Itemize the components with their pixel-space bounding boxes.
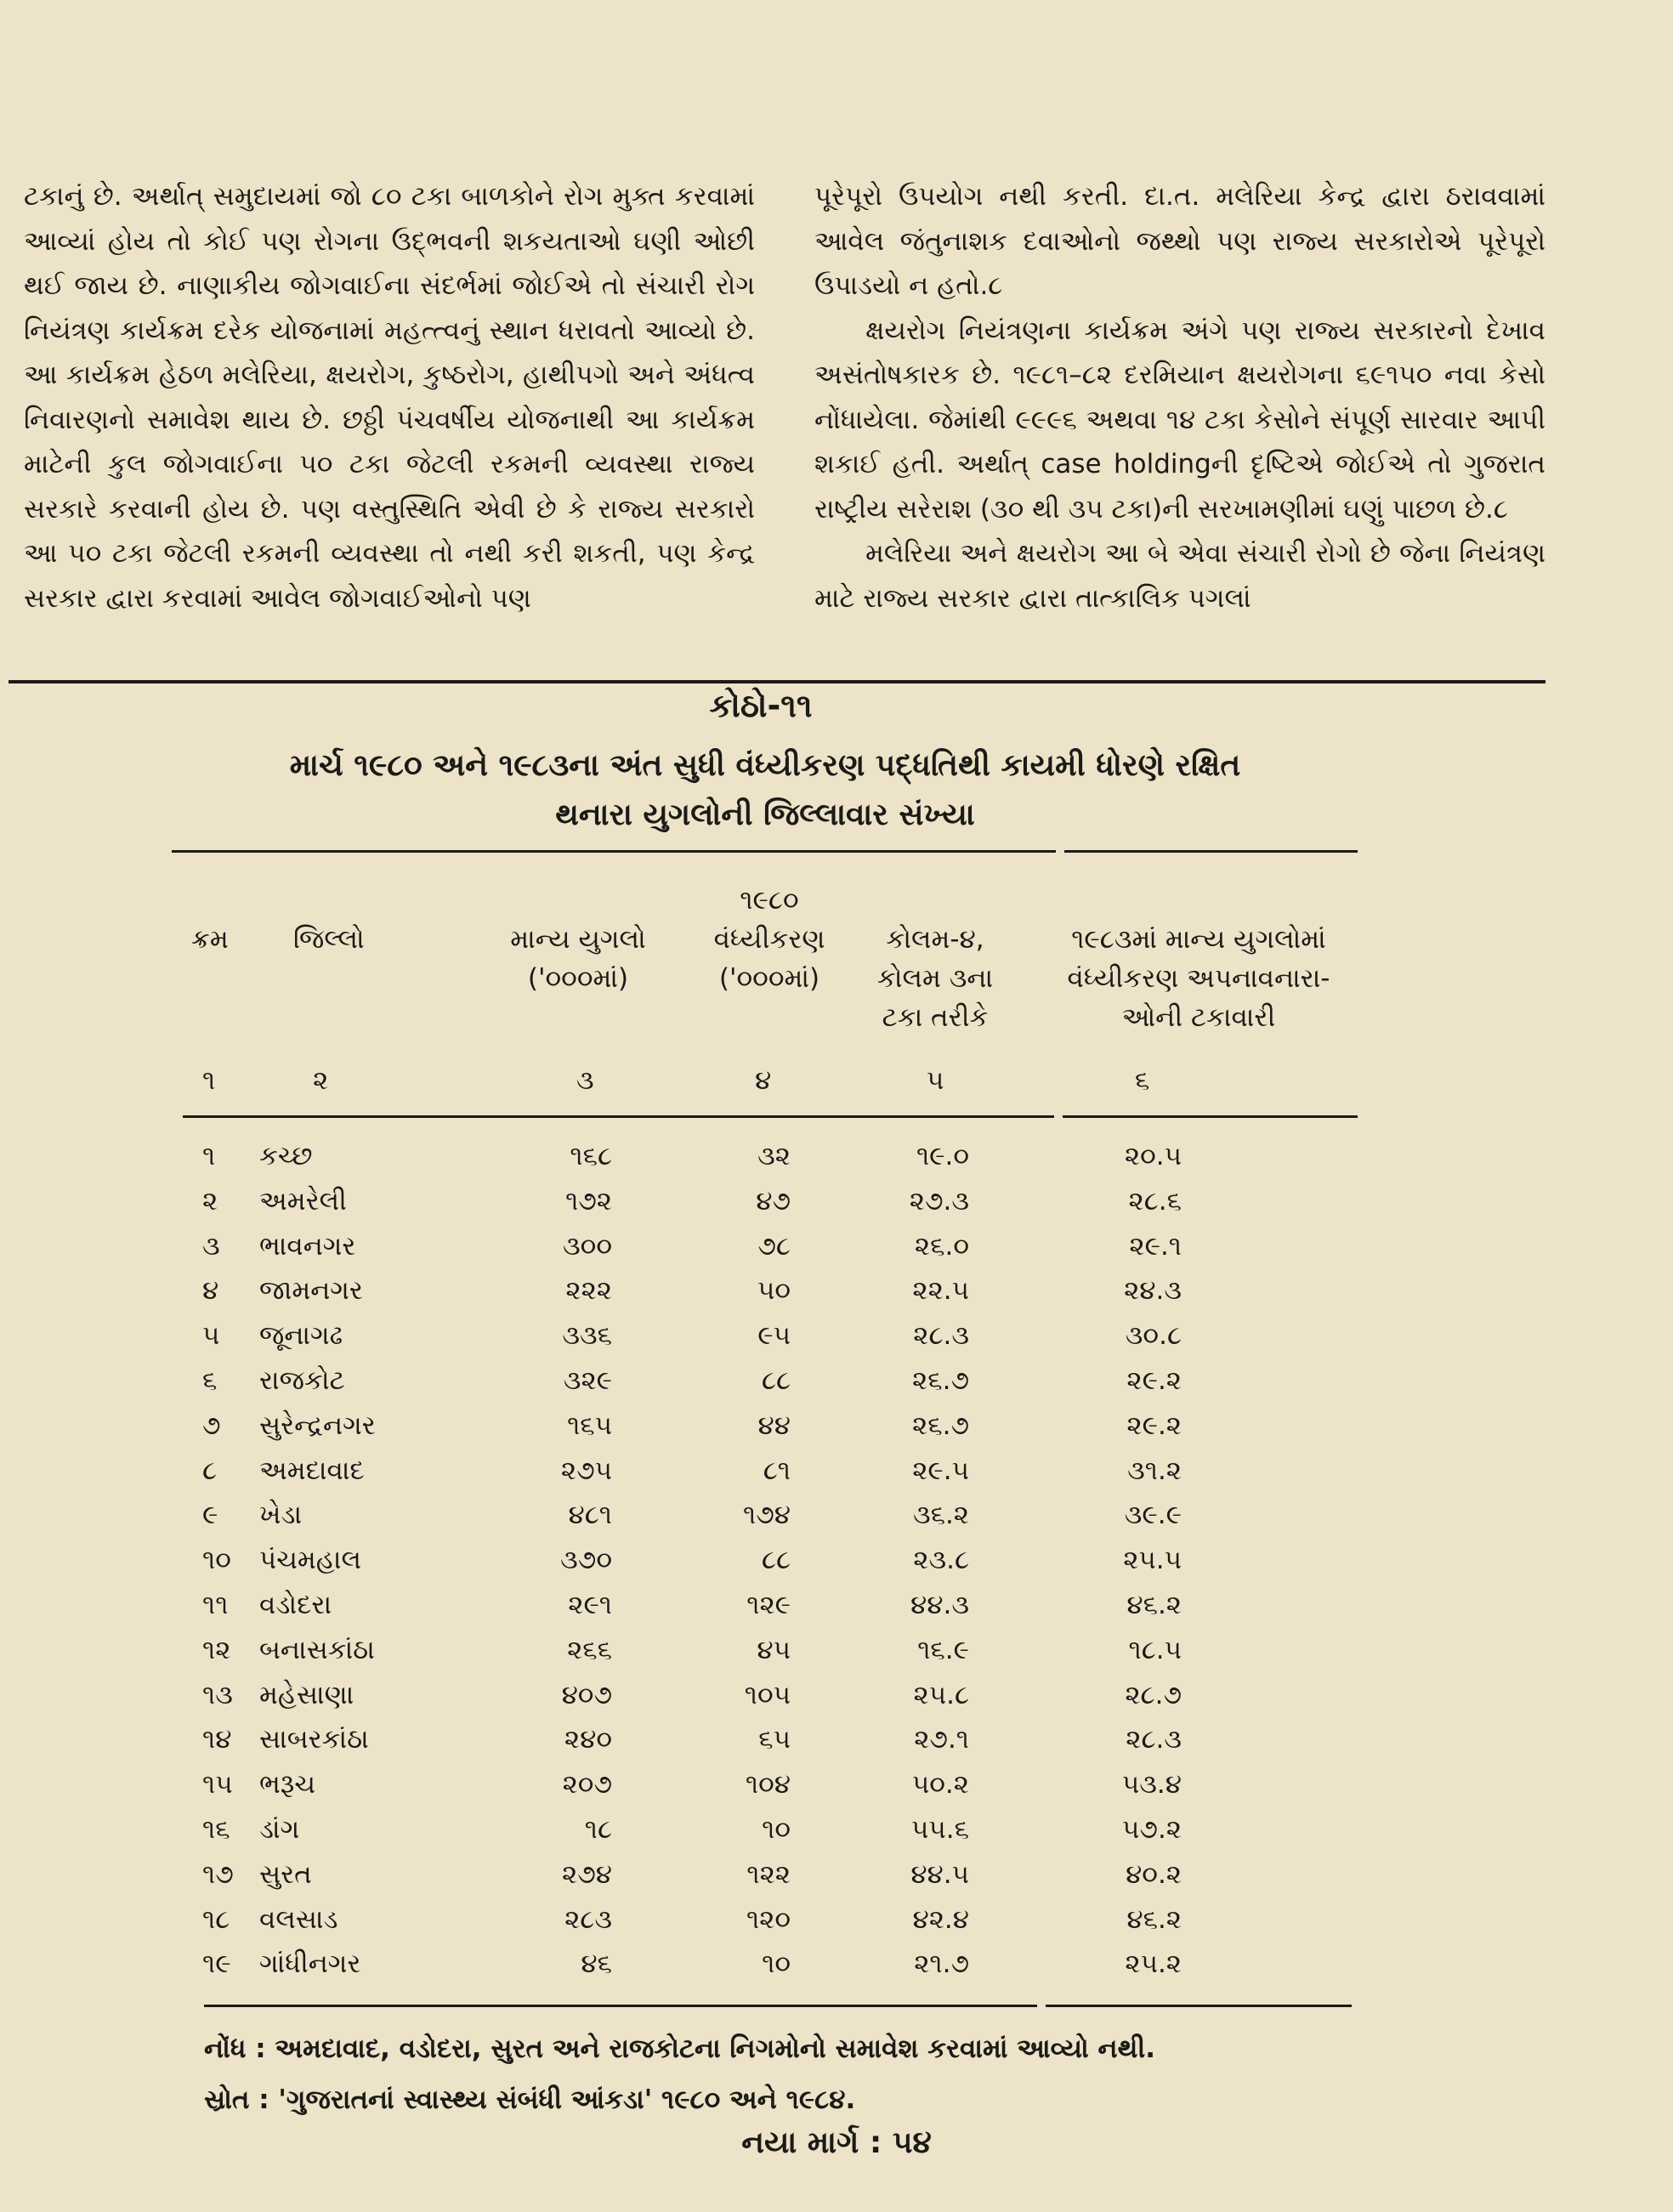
table-row <box>0 1226 1673 1271</box>
table-body <box>0 1136 1673 1988</box>
percent-1983: ૩૯.૯ <box>1124 1500 1182 1531</box>
col-number-2: ૨ <box>313 1065 329 1096</box>
percent-1983: ૪૬.૨ <box>1126 1903 1182 1935</box>
eligible-couples: ૪૮૧ <box>568 1500 612 1531</box>
percent-col5: ૨૩.૮ <box>913 1545 969 1576</box>
eligible-couples: ૨૭૪ <box>562 1858 612 1890</box>
col-number-3: ૩ <box>576 1065 594 1096</box>
row-number: ૧૬ <box>202 1813 230 1845</box>
header-col5 <box>859 920 1012 1037</box>
district-name: ખેડા <box>259 1500 303 1531</box>
header-col3-line2: ('૦૦૦માં) <box>527 963 629 994</box>
district-name: કચ્છ <box>259 1141 313 1171</box>
header-col6-line3: ઓની ટકાવારી <box>1121 1002 1276 1033</box>
district-name: વડોદરા <box>259 1589 332 1620</box>
sterilized-1980: ૯૫ <box>757 1320 791 1352</box>
percent-col5: ૩૬.૨ <box>912 1500 969 1531</box>
row-number: ૯ <box>202 1500 218 1531</box>
sterilized-1980: ૪૭ <box>756 1185 791 1217</box>
district-name: સાબરકાંઠા <box>259 1724 369 1755</box>
row-number: ૧૦ <box>202 1545 231 1576</box>
percent-1983: ૨૮.૩ <box>1126 1724 1182 1755</box>
percent-1983: ૩૧.૨ <box>1127 1455 1182 1486</box>
table-header-rule-right <box>1063 1115 1358 1118</box>
sterilized-1980: ૧૭૪ <box>743 1500 791 1531</box>
col-number-5: ૫ <box>927 1065 944 1096</box>
district-name: ભાવનગર <box>259 1230 356 1262</box>
percent-1983: ૨૯.૨ <box>1126 1409 1182 1441</box>
col-number-4: ૪ <box>755 1065 772 1096</box>
percent-col5: ૨૫.૮ <box>913 1679 969 1710</box>
row-number: ૧૫ <box>202 1769 233 1801</box>
table-bottom-rule-right <box>1046 2005 1352 2007</box>
table-row <box>0 1540 1673 1585</box>
sterilized-1980: ૧૦૫ <box>744 1679 791 1710</box>
left-column <box>24 174 755 621</box>
row-number: ૩ <box>202 1230 220 1262</box>
eligible-couples: ૧૬૮ <box>570 1141 612 1171</box>
page-footer: નયા માર્ગ : ૫૪ <box>741 2125 932 2160</box>
sterilized-1980: ૪૪ <box>757 1409 791 1441</box>
right-column <box>814 174 1545 621</box>
percent-col5: ૪૪.૫ <box>910 1858 969 1890</box>
section-divider <box>9 680 1545 683</box>
prose-columns <box>24 174 1545 621</box>
eligible-couples: ૩૦૦ <box>563 1230 612 1262</box>
row-number: ૧ <box>202 1141 216 1171</box>
header-col3-line1: માન્ય યુગલો <box>510 924 646 955</box>
table-row <box>0 1360 1673 1405</box>
table-title-line-2: થનારા યુગલોની જિલ્લાવાર સંખ્યા <box>555 797 975 832</box>
table-header-rule-left <box>183 1115 1054 1118</box>
col-number-1: ૧ <box>202 1065 216 1096</box>
table-row <box>0 1585 1673 1630</box>
table-top-rule-left <box>172 850 1056 853</box>
sterilized-1980: ૬૫ <box>758 1724 791 1755</box>
eligible-couples: ૧૭૨ <box>565 1185 612 1217</box>
district-name: જામનગર <box>259 1275 363 1307</box>
percent-1983: ૫૩.૪ <box>1121 1769 1182 1801</box>
percent-col5: ૨૮.૩ <box>913 1320 969 1352</box>
district-name: અમરેલી <box>259 1185 347 1217</box>
district-name: સુરેન્દ્રનગર <box>259 1409 376 1441</box>
row-number: ૧૯ <box>202 1948 231 1980</box>
eligible-couples: ૨૮૩ <box>564 1903 612 1935</box>
row-number: ૧૨ <box>202 1634 231 1665</box>
left-paragraph: ટકાનું છે. અર્થાત્ સમુદાયમાં જો ૮૦ ટકા બાળકોને રોગ મુક્ત કરવામાં આવ્યાં હોય તો કોઈ પણ રોગના ઉદ્‌ભવની શકયતાઓ ઘણી ઓછી થઈ જાય છે. નાણાકીય જોગવાઈના સંદર્ભમાં જોઈએ તો સંચારી રોગ નિયંત્રણ કાર્યક્રમ દરેક યોજનામાં મહત્ત્વનું સ્થાન ધરાવતો આવ્યો છે. આ કાર્યક્રમ હેઠળ મલેરિયા, ક્ષયરોગ, કુષ્ઠરોગ, હાથીપગો અને અંધત્વ નિવારણનો સમાવેશ થાય છે. છઠ્ઠી પંચવર્ષીય યોજનાથી આ કાર્યક્રમ માટેની કુલ જોગવાઈના ૫૦ ટકા જેટલી રકમની વ્યવસ્થા રાજ્ય સરકારે કરવાની હોય છે. પણ વસ્તુસ્થિતિ એવી છે કે રાજ્ય સરકારો આ ૫૦ ટકા જેટલી રકમની વ્યવસ્થા તો નથી કરી શકતી, પણ કેન્દ્ર સરકાર દ્વારા કરવામાં આવેલ જોગવાઈઓનો પણ <box>24 181 755 614</box>
table-row <box>0 1405 1673 1450</box>
sterilized-1980: ૮૮ <box>761 1545 791 1576</box>
table-row <box>0 1675 1673 1720</box>
table-row <box>0 1809 1673 1854</box>
percent-col5: ૨૯.૫ <box>912 1455 969 1486</box>
row-number: ૧૪ <box>202 1724 232 1755</box>
percent-1983: ૨૮.૬ <box>1128 1185 1182 1217</box>
eligible-couples: ૩૭૦ <box>560 1545 612 1576</box>
district-name: ગાંધીનગર <box>259 1948 361 1980</box>
row-number: ૭ <box>202 1409 221 1441</box>
percent-col5: ૨૭.૧ <box>914 1724 969 1755</box>
header-sr: ક્રમ <box>191 924 229 955</box>
header-col4-line2: ('૦૦૦માં) <box>718 963 820 994</box>
row-number: ૧૧ <box>202 1589 229 1620</box>
header-col6 <box>1037 920 1360 1037</box>
sterilized-1980: ૪૫ <box>757 1634 791 1665</box>
right-paragraph-1: પૂરેપૂરો ઉપયોગ નથી કરતી. દા.ત. મલેરિયા કેન્દ્ર દ્વારા ઠરાવવામાં આવેલ જંતુનાશક દવાઓનો જથ્થો પણ રાજ્ય સરકારોએ પૂરેપૂરો ઉપાડયો ન હતો.૮ <box>814 181 1545 301</box>
percent-col5: ૨૭.૩ <box>909 1185 969 1217</box>
table-row <box>0 1315 1673 1360</box>
table-row <box>0 1854 1673 1899</box>
eligible-couples: ૩૨૯ <box>563 1364 612 1396</box>
percent-1983: ૧૮.૫ <box>1128 1634 1182 1665</box>
percent-col5: ૫૫.૬ <box>911 1813 969 1845</box>
table-row <box>0 1495 1673 1540</box>
header-col6-line2: વંધ્યીકરણ અપનાવનારા- <box>1067 963 1330 994</box>
row-number: ૧૩ <box>202 1679 233 1710</box>
row-number: ૬ <box>202 1364 218 1396</box>
eligible-couples: ૨૬૬ <box>567 1634 612 1665</box>
table-title <box>170 741 1360 840</box>
percent-col5: ૪૨.૪ <box>912 1903 969 1935</box>
sterilized-1980: ૧૦ <box>762 1948 791 1980</box>
eligible-couples: ૪૦૭ <box>561 1679 612 1710</box>
table-row <box>0 1450 1673 1495</box>
district-name: વલસાડ <box>259 1903 338 1935</box>
row-number: ૮ <box>202 1455 218 1486</box>
district-name: ડાંગ <box>259 1813 300 1845</box>
sterilized-1980: ૮૧ <box>763 1455 791 1486</box>
table-row <box>0 1764 1673 1809</box>
table-top-rule-right <box>1064 850 1358 853</box>
percent-col5: ૨૬.૭ <box>912 1409 969 1441</box>
eligible-couples: ૧૮ <box>584 1813 612 1845</box>
table-row <box>0 1181 1673 1226</box>
row-number: ૨ <box>202 1185 218 1217</box>
percent-1983: ૪૬.૨ <box>1126 1589 1182 1620</box>
table-row <box>0 1270 1673 1315</box>
row-number: ૪ <box>202 1275 219 1307</box>
percent-col5: ૫૦.૨ <box>911 1769 969 1801</box>
percent-col5: ૨૬.૦ <box>914 1230 969 1262</box>
eligible-couples: ૨૯૧ <box>568 1589 612 1620</box>
percent-1983: ૨૯.૧ <box>1129 1230 1182 1262</box>
sterilized-1980: ૫૦ <box>757 1275 791 1307</box>
header-col5-line3: ટકા તરીકે <box>882 1002 989 1033</box>
district-name: બનાસકાંઠા <box>259 1634 375 1665</box>
col-number-6: ૬ <box>1135 1065 1150 1096</box>
table-row <box>0 1630 1673 1675</box>
sterilized-1980: ૧૨૦ <box>746 1903 791 1935</box>
eligible-couples: ૨૨૨ <box>565 1275 612 1307</box>
table-title-line-1: માર્ચ ૧૯૮૦ અને ૧૯૮૩ના અંત સુધી વંધ્યીકરણ પદ્ધતિથી કાયમી ધોરણે રક્ષિત <box>289 748 1241 783</box>
header-col4 <box>693 881 846 998</box>
row-number: ૧૮ <box>202 1903 230 1935</box>
table-notes <box>204 2023 1155 2125</box>
percent-1983: ૩૦.૮ <box>1125 1320 1182 1352</box>
table-row <box>0 1719 1673 1764</box>
percent-col5: ૨૬.૭ <box>912 1364 969 1396</box>
row-number: ૫ <box>202 1320 220 1352</box>
header-col4-line1: વંધ્યીકરણ <box>713 924 825 955</box>
percent-col5: ૨૧.૭ <box>914 1948 969 1980</box>
percent-1983: ૨૯.૨ <box>1126 1364 1182 1396</box>
eligible-couples: ૧૬૫ <box>567 1409 612 1441</box>
table-number: કોઠો-૧૧ <box>709 687 813 724</box>
sterilized-1980: ૧૨૨ <box>746 1858 791 1890</box>
eligible-couples: ૨૦૭ <box>562 1769 612 1801</box>
percent-1983: ૨૫.૫ <box>1123 1545 1182 1576</box>
percent-1983: ૫૭.૨ <box>1122 1813 1182 1845</box>
table-row <box>0 1899 1673 1944</box>
right-paragraph-2: ક્ષયરોગ નિયંત્રણના કાર્યક્રમ અંગે પણ રાજ્ય સરકારનો દેખાવ અસંતોષકારક છે. ૧૯૮૧–૮૨ દરમિયાન ક્ષયરોગના ૬૯૧૫૦ નવા કેસો નોંધાયેલા. જેમાંથી ૯૯૯૬ અથવા ૧૪ ટકા કેસોને સંપૂર્ણ સારવાર આપી શકાઈ હતી. અર્થાત્ case holdingની દૃષ્ટિએ જોઈએ તો ગુજરાત રાષ્ટ્રીય સરેરાશ (૩૦ થી ૩૫ ટકા)ની સરખામણીમાં ઘણું પાછળ છે.૮ <box>814 315 1545 525</box>
sterilized-1980: ૧૨૯ <box>746 1589 791 1620</box>
table-note: નોંધ : અમદાવાદ, વડોદરા, સુરત અને રાજકોટના નિગમોનો સમાવેશ કરવામાં આવ્યો નથી. <box>204 2033 1156 2064</box>
table-source: સ્રોત : 'ગુજરાતનાં સ્વાસ્થ્ય સંબંધી આંકડા' ૧૯૮૦ અને ૧૯૮૪. <box>204 2084 856 2115</box>
eligible-couples: ૪૬ <box>581 1948 612 1980</box>
table-row <box>0 1136 1673 1181</box>
right-paragraph-3: મલેરિયા અને ક્ષયરોગ આ બે એવા સંચારી રોગો છે જેના નિયંત્રણ માટે રાજ્ય સરકાર દ્વારા તાત્કાલિક પગલાં <box>814 538 1545 614</box>
district-name: રાજકોટ <box>259 1364 345 1396</box>
sterilized-1980: ૩૨ <box>757 1141 791 1171</box>
percent-col5: ૪૪.૩ <box>910 1589 969 1620</box>
percent-col5: ૧૬.૯ <box>917 1634 969 1665</box>
table-row <box>0 1943 1673 1988</box>
district-name: પંચમહાલ <box>259 1545 361 1576</box>
eligible-couples: ૨૭૫ <box>560 1455 612 1486</box>
eligible-couples: ૨૪૦ <box>564 1724 612 1755</box>
percent-1983: ૨૪.૩ <box>1124 1275 1182 1307</box>
district-name: સુરત <box>259 1858 312 1890</box>
header-district: જિલ્લો <box>293 924 365 955</box>
row-number: ૧૭ <box>202 1858 234 1890</box>
district-name: મહેસાણા <box>259 1679 354 1710</box>
percent-col5: ૨૨.૫ <box>912 1275 969 1307</box>
header-col4-year: ૧૯૮૦ <box>740 885 799 916</box>
percent-1983: ૨૮.૭ <box>1125 1679 1182 1710</box>
sterilized-1980: ૭૮ <box>757 1230 791 1262</box>
header-col3 <box>502 920 655 998</box>
table-bottom-rule-left <box>204 2005 1037 2007</box>
sterilized-1980: ૮૮ <box>761 1364 791 1396</box>
percent-1983: ૨૦.૫ <box>1124 1141 1182 1171</box>
district-name: અમદાવાદ <box>259 1455 365 1486</box>
district-name: ભરૂચ <box>259 1769 316 1801</box>
percent-col5: ૧૯.૦ <box>916 1141 969 1171</box>
sterilized-1980: ૧૦ <box>762 1813 791 1845</box>
sterilized-1980: ૧૦૪ <box>745 1769 791 1801</box>
header-col5-line1: કોલમ-૪, <box>886 924 984 955</box>
percent-1983: ૨૫.૨ <box>1125 1948 1182 1980</box>
eligible-couples: ૩૩૬ <box>562 1320 612 1352</box>
district-name: જૂનાગઢ <box>259 1320 343 1352</box>
header-col6-line1: ૧૯૮૩માં માન્ય યુગલોમાં <box>1071 924 1326 955</box>
header-col5-line2: કોલમ ૩ના <box>876 963 994 994</box>
percent-1983: ૪૦.૨ <box>1126 1858 1182 1890</box>
